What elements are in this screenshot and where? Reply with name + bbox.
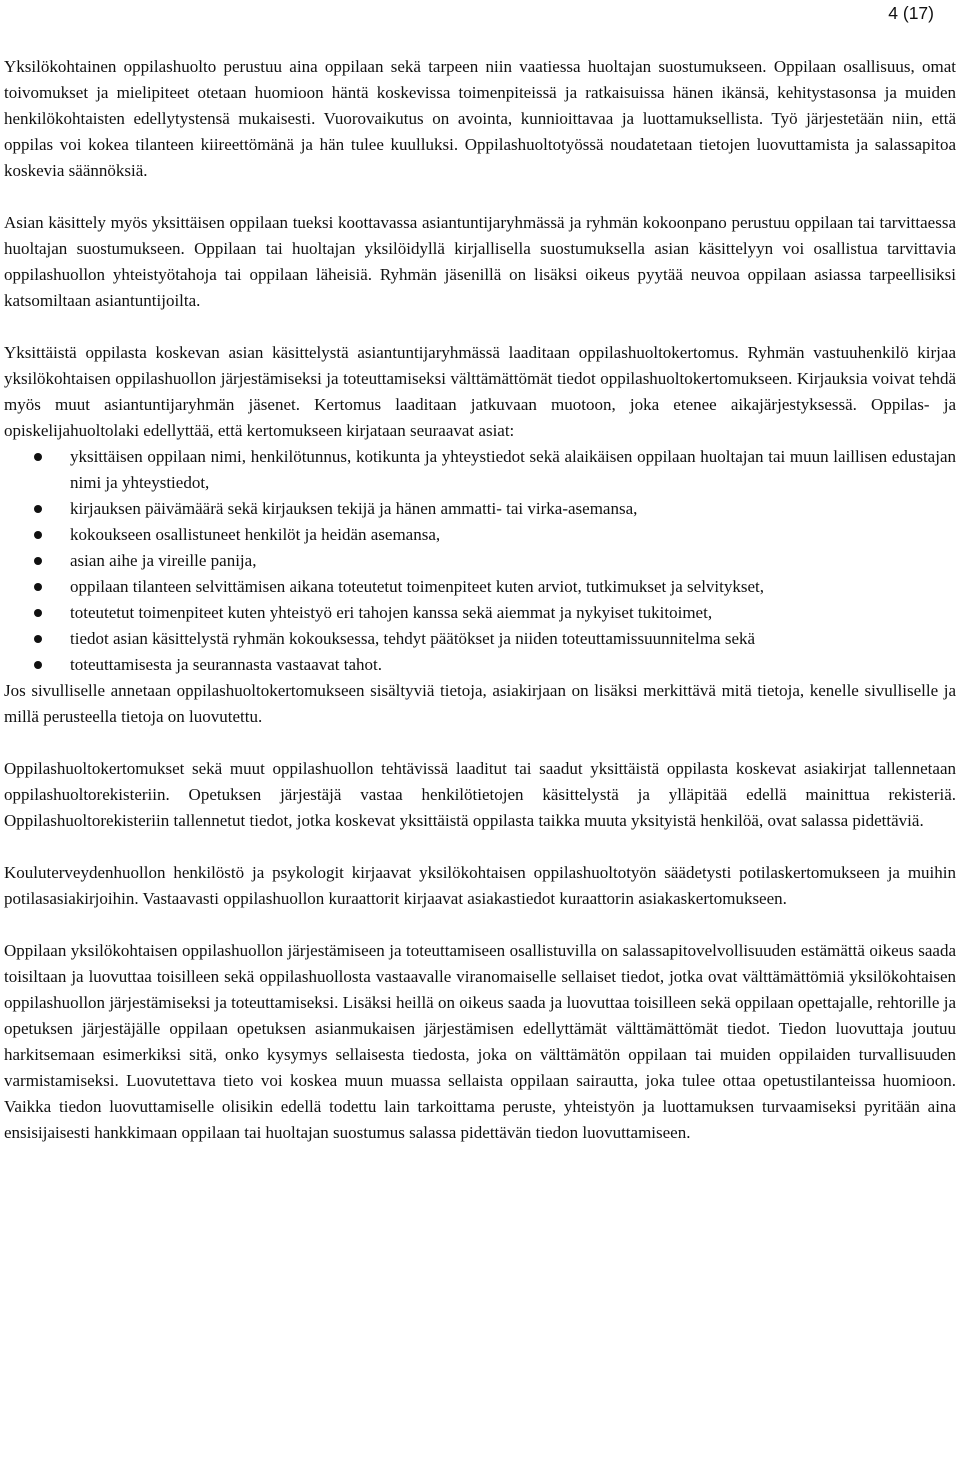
list-item: kirjauksen päivämäärä sekä kirjauksen tekijä ja hänen ammatti- tai virka-asemansa, — [4, 496, 956, 522]
bullet-icon — [34, 531, 42, 539]
list-item: asian aihe ja vireille panija, — [4, 548, 956, 574]
list-item: kokoukseen osallistuneet henkilöt ja heidän asemansa, — [4, 522, 956, 548]
list-item: oppilaan tilanteen selvittämisen aikana toteutetut toimenpiteet kuten arviot, tutkimukset ja selvitykset, — [4, 574, 956, 600]
bullet-icon — [34, 557, 42, 565]
paragraph-register: Oppilashuoltokertomukset sekä muut oppilashuollon tehtävissä laaditut tai saadut yksittäistä oppilasta koskevat asiakirjat tallennetaan oppilashuoltorekisteriin. Opetuksen järjestäjä vastaa henkilötietojen käsittelystä ja ylläpitää edellä mainittua rekisteriä. Oppilashuoltorekisteriin tallennetut tiedot, jotka koskevat yksittäistä oppilasta taikka muuta yksityistä henkilöä, ovat salassa pidettäviä. — [4, 759, 956, 830]
paragraph-report-contents: Yksittäistä oppilasta koskevan asian käsittelystä asiantuntijaryhmässä laaditaan oppilashuoltokertomus. Ryhmän vastuuhenkilö kirjaa yksilökohtaisen oppilashuollon järjestämiseksi ja toteuttamiseksi välttämättömät tiedot oppilashuoltokertomukseen. Kirjauksia voivat tehdä myös muut asiantuntijaryhmän jäsenet. Kertomus laaditaan jatkuvaan muotoon, joka etenee aikajärjestyksessä. Oppilas- ja opiskelijahuoltolaki edellyttää, että kertomukseen kirjataan seuraavat asiat: — [4, 343, 956, 440]
report-items-list — [4, 444, 956, 678]
paragraph-consent: Yksilökohtainen oppilashuolto perustuu aina oppilaan sekä tarpeen niin vaatiessa huoltajan suostumukseen. Oppilaan osallisuus, omat toivomukset ja mielipiteet otetaan huomioon häntä koskevissa toimenpiteissä ja ratkaisuissa hänen ikänsä, kehitystasonsa ja muiden henkilökohtaisten edellytystensä mukaisesti. Vuorovaikutus on avointa, kunnioittavaa ja luottamuksellista. Työ järjestetään niin, että oppilas voi kokea tilanteen kiireettömänä ja hän tulee kuulluksi. Oppilashuoltotyössä noudatetaan tietojen luovuttamista ja salassapitoa koskevia säännöksiä. — [4, 57, 956, 180]
bullet-icon — [34, 661, 42, 669]
bullet-icon — [34, 635, 42, 643]
list-item: yksittäisen oppilaan nimi, henkilötunnus, kotikunta ja yhteystiedot sekä alaikäisen oppilaan huoltajan tai muun laillisen edustajan nimi ja yhteystiedot, — [4, 444, 956, 496]
bullet-icon — [34, 453, 42, 461]
list-item: toteutetut toimenpiteet kuten yhteistyö eri tahojen kanssa sekä aiemmat ja nykyiset tukitoimet, — [4, 600, 956, 626]
document-body — [4, 54, 956, 1172]
page-number: 4 (17) — [888, 3, 934, 23]
list-item: tiedot asian käsittelystä ryhmän kokouksessa, tehdyt päätökset ja niiden toteuttamissuunnitelma sekä — [4, 626, 956, 652]
bullet-icon — [34, 583, 42, 591]
paragraph-disclosure: Jos sivulliselle annetaan oppilashuoltokertomukseen sisältyviä tietoja, asiakirjaan on lisäksi merkittävä mitä tietoja, kenelle sivulliselle ja millä perusteella tietoja on luovutettu. — [4, 681, 956, 726]
list-item: toteuttamisesta ja seurannasta vastaavat tahot. — [4, 652, 956, 678]
bullet-icon — [34, 609, 42, 617]
paragraph-expert-group: Asian käsittely myös yksittäisen oppilaan tueksi koottavassa asiantuntijaryhmässä ja ryhmän kokoonpano perustuu oppilaan tai tarvittaessa huoltajan suostumukseen. Oppilaan tai huoltajan yksilöidyllä kirjallisella suostumuksella asian käsittelyyn voi osallistua tarvittavia oppilashuollon yhteistyötahoja tai oppilaan läheisiä. Ryhmän jäsenillä on lisäksi oikeus pyytää neuvoa oppilaan asiassa tarpeellisiksi katsomiltaan asiantuntijoilta. — [4, 213, 956, 310]
paragraph-information-sharing: Oppilaan yksilökohtaisen oppilashuollon järjestämiseen ja toteuttamiseen osallistuvilla on salassapitovelvollisuuden estämättä oikeus saada toisiltaan ja luovuttaa toisilleen sekä oppilashuollosta vastaavalle viranomaiselle sellaiset tiedot, jotka ovat välttämättömiä yksilökohtaisen oppilashuollon järjestämiseksi ja toteuttamiseksi. Lisäksi heillä on oikeus saada ja luovuttaa toisilleen sekä oppilaan opettajalle, rehtorille ja opetuksen järjestäjälle oppilaan opetuksen asianmukaisen järjestämisen edellyttämät välttämättömät tiedot. Tiedon luovuttaja joutuu harkitsemaan esimerkiksi sitä, onko kysymys sellaisesta tiedosta, joka on välttämätön oppilaan tai muiden oppilaiden turvallisuuden varmistamiseksi. Luovutettava tieto voi koskea muun muassa sellaista oppilaan sairautta, joka tulee ottaa opetustilanteissa huomioon. Vaikka tiedon luovuttamiselle olisikin edellä todettu lain tarkoittama peruste, yhteistyön ja luottamuksen turvaamiseksi pyritään aina ensisijaisesti hankkimaan oppilaan tai huoltajan suostumus salassa pidettävän tiedon luovuttamiseen. — [4, 941, 956, 1142]
bullet-icon — [34, 505, 42, 513]
paragraph-health-records: Kouluterveydenhuollon henkilöstö ja psykologit kirjaavat yksilökohtaisen oppilashuoltotyön säädetysti potilaskertomukseen ja muihin potilasasiakirjoihin. Vastaavasti oppilashuollon kuraattorit kirjaavat asiakastiedot kuraattorin asiakaskertomukseen. — [4, 863, 956, 908]
